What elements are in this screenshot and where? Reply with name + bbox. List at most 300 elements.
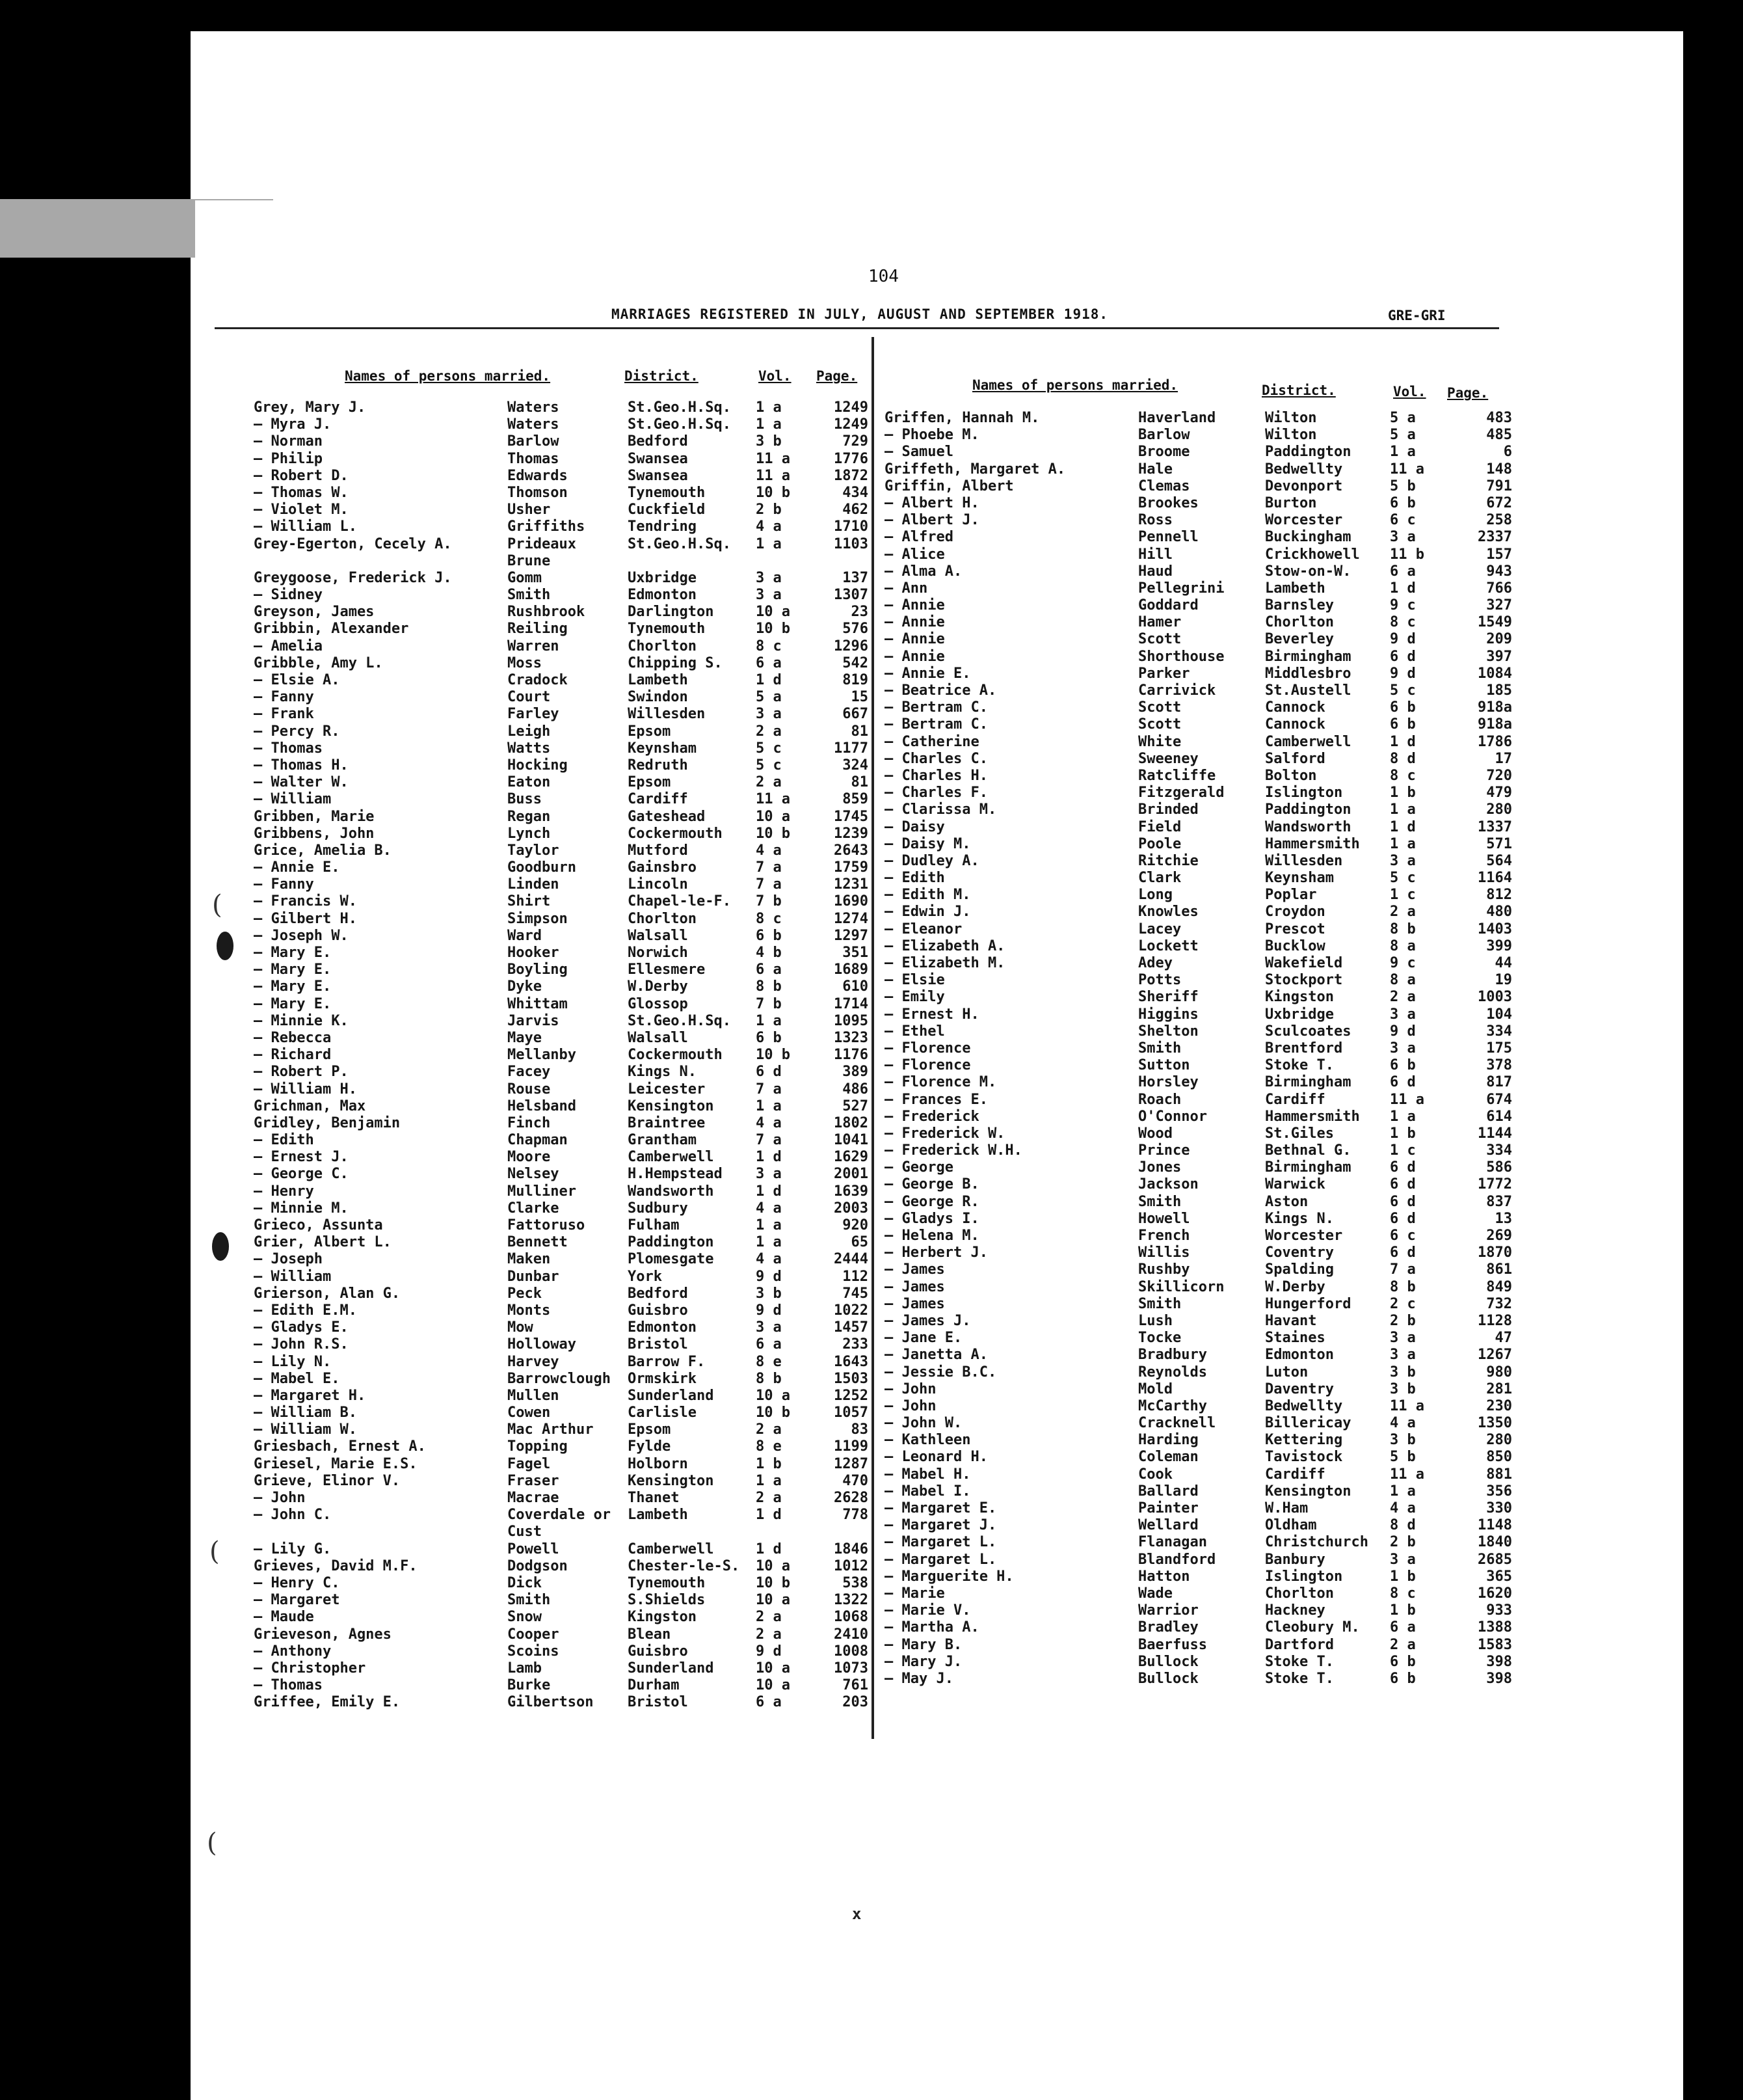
entry-vol: 3 b bbox=[756, 433, 782, 450]
entry-vol: 3 a bbox=[756, 706, 782, 723]
entry-vol: 1 b bbox=[1390, 785, 1416, 801]
entry-name: — Mary E. bbox=[254, 945, 332, 961]
entry-spouse: Smith bbox=[1138, 1193, 1182, 1210]
entry-name: — Norman bbox=[254, 433, 323, 450]
entry-vol: 10 b bbox=[756, 484, 790, 501]
entry-vol: 2 a bbox=[756, 1609, 782, 1626]
entry-name: — Francis W. bbox=[254, 893, 357, 910]
entry-spouse: Lacey bbox=[1138, 921, 1182, 937]
entry-page: 1776 bbox=[834, 450, 868, 467]
entry-row bbox=[878, 751, 1522, 768]
entry-spouse: Monts bbox=[507, 1302, 551, 1319]
entry-district: W.Ham bbox=[1265, 1500, 1309, 1516]
entry-spouse: Sheriff bbox=[1138, 989, 1199, 1006]
entry-vol: 5 a bbox=[756, 689, 782, 706]
entry-name: — Margaret E. bbox=[885, 1500, 997, 1516]
entry-name: — Mary E. bbox=[254, 978, 332, 995]
entry-row bbox=[195, 1166, 872, 1183]
entry-spouse: Lockett bbox=[1138, 937, 1199, 954]
entry-name: — Marie bbox=[885, 1585, 945, 1602]
entry-vol: 9 d bbox=[1390, 631, 1416, 648]
binding-mark: ( bbox=[212, 890, 222, 920]
entry-district: St.Geo.H.Sq. bbox=[628, 535, 731, 552]
entry-page: 881 bbox=[1486, 1466, 1512, 1483]
entry-vol: 8 e bbox=[756, 1438, 782, 1455]
entry-row bbox=[195, 1183, 872, 1200]
entry-row bbox=[195, 962, 872, 978]
entry-district: Christchurch bbox=[1265, 1534, 1368, 1551]
entry-page: 933 bbox=[1486, 1602, 1512, 1619]
entry-spouse: Ritchie bbox=[1138, 852, 1199, 869]
entry-spouse: Shelton bbox=[1138, 1023, 1199, 1040]
entry-row bbox=[878, 955, 1522, 972]
entry-spouse: Brune bbox=[507, 552, 551, 569]
entry-vol: 1 d bbox=[1390, 733, 1416, 750]
entry-district: Devonport bbox=[1265, 478, 1343, 494]
entry-page: 1710 bbox=[834, 518, 868, 535]
entry-row bbox=[195, 723, 872, 740]
entry-vol: 4 a bbox=[756, 1114, 782, 1131]
entry-spouse: Mellanby bbox=[507, 1047, 576, 1064]
entry-name: — Clarissa M. bbox=[885, 801, 997, 818]
entry-district: Tendring bbox=[628, 518, 697, 535]
entry-spouse: Dick bbox=[507, 1574, 542, 1591]
entry-page: 1231 bbox=[834, 876, 868, 893]
entry-district: Edmonton bbox=[628, 1319, 697, 1336]
entry-vol: 10 b bbox=[756, 621, 790, 638]
entry-name: — Charles C. bbox=[885, 750, 988, 767]
entry-district: H.Hempstead bbox=[628, 1166, 723, 1183]
entry-page: 586 bbox=[1486, 1159, 1512, 1176]
right-header-names: Names of persons married. bbox=[972, 377, 1178, 393]
entry-row bbox=[878, 1074, 1522, 1091]
entry-spouse: Whittam bbox=[507, 995, 568, 1012]
entry-vol: 2 b bbox=[1390, 1534, 1416, 1551]
entry-row bbox=[878, 1671, 1522, 1688]
entry-page: 1022 bbox=[834, 1302, 868, 1319]
entry-vol: 4 a bbox=[756, 1251, 782, 1268]
entry-row bbox=[878, 1228, 1522, 1245]
entry-name: — Margaret bbox=[254, 1592, 340, 1609]
entry-district: Bristol bbox=[628, 1336, 688, 1353]
entry-name: — Annie bbox=[885, 631, 945, 648]
entry-spouse: Linden bbox=[507, 876, 559, 893]
entry-page: 81 bbox=[851, 774, 868, 791]
entry-row bbox=[878, 1534, 1522, 1551]
entry-vol: 2 a bbox=[756, 723, 782, 740]
column-divider bbox=[872, 337, 874, 1739]
entry-district: Chester-le-S. bbox=[628, 1557, 740, 1574]
entry-district: Keynsham bbox=[628, 740, 697, 757]
entry-row bbox=[195, 1234, 872, 1251]
entry-row bbox=[195, 553, 872, 570]
entry-row bbox=[878, 1466, 1522, 1483]
entry-spouse: Scoins bbox=[507, 1643, 559, 1660]
entry-row bbox=[878, 427, 1522, 444]
entry-spouse: Sutton bbox=[1138, 1057, 1190, 1074]
entry-row bbox=[195, 893, 872, 910]
entry-page: 1177 bbox=[834, 740, 868, 757]
entry-spouse: Hamer bbox=[1138, 614, 1182, 631]
entry-row bbox=[195, 1200, 872, 1217]
entry-spouse: Edwards bbox=[507, 467, 568, 484]
entry-name: — George R. bbox=[885, 1193, 979, 1210]
entry-spouse: Helsband bbox=[507, 1097, 576, 1114]
entry-spouse: Buss bbox=[507, 791, 542, 808]
entry-row bbox=[878, 580, 1522, 597]
entry-district: Spalding bbox=[1265, 1261, 1334, 1278]
entry-name: — Emily bbox=[885, 989, 945, 1006]
entry-page: 1307 bbox=[834, 587, 868, 604]
entry-page: 1403 bbox=[1478, 921, 1512, 937]
entry-district: Wandsworth bbox=[1265, 818, 1351, 835]
entry-page: 334 bbox=[1486, 1023, 1512, 1040]
entry-page: 1802 bbox=[834, 1114, 868, 1131]
entry-vol: 6 a bbox=[756, 1336, 782, 1353]
entry-spouse: Harding bbox=[1138, 1432, 1199, 1449]
entry-district: Keynsham bbox=[1265, 870, 1334, 887]
entry-page: 209 bbox=[1486, 631, 1512, 648]
entry-row bbox=[195, 1302, 872, 1319]
left-entries-column bbox=[195, 399, 872, 1711]
entry-row bbox=[878, 1261, 1522, 1278]
entry-row bbox=[195, 1473, 872, 1490]
entry-spouse: Smith bbox=[1138, 1040, 1182, 1057]
entry-district: Birmingham bbox=[1265, 1074, 1351, 1091]
entry-page: 1323 bbox=[834, 1029, 868, 1046]
entry-name: — Frederick W. bbox=[885, 1125, 1005, 1142]
entry-vol: 6 d bbox=[1390, 1159, 1416, 1176]
entry-name: Greyson, James bbox=[254, 604, 375, 621]
entry-district: Islington bbox=[1265, 785, 1343, 801]
entry-name: — Jessie B.C. bbox=[885, 1364, 997, 1380]
entry-name: — Henry C. bbox=[254, 1574, 340, 1591]
entry-page: 1870 bbox=[1478, 1245, 1512, 1261]
entry-spouse: White bbox=[1138, 733, 1182, 750]
entry-row bbox=[878, 1040, 1522, 1057]
entry-name: — William W. bbox=[254, 1421, 357, 1438]
entry-district: Swansea bbox=[628, 467, 688, 484]
entry-spouse: Long bbox=[1138, 887, 1173, 904]
entry-row bbox=[195, 468, 872, 485]
entry-name: — Florence M. bbox=[885, 1074, 997, 1091]
entry-name: — Mary J. bbox=[885, 1653, 963, 1670]
entry-spouse: Potts bbox=[1138, 972, 1182, 989]
entry-row bbox=[195, 1319, 872, 1336]
entry-spouse: Chapman bbox=[507, 1132, 568, 1149]
entry-name: Grey-Egerton, Cecely A. bbox=[254, 535, 452, 552]
entry-row bbox=[878, 1619, 1522, 1636]
entry-district: Paddington bbox=[628, 1234, 714, 1251]
entry-spouse: Reiling bbox=[507, 621, 568, 638]
entry-page: 1003 bbox=[1478, 989, 1512, 1006]
entry-district: Wilton bbox=[1265, 427, 1317, 444]
entry-row bbox=[195, 1694, 872, 1711]
entry-district: Banbury bbox=[1265, 1551, 1325, 1568]
entry-spouse: Bennett bbox=[507, 1234, 568, 1251]
entry-row bbox=[878, 972, 1522, 989]
entry-page: 486 bbox=[842, 1081, 868, 1097]
entry-district: Kings N. bbox=[628, 1064, 697, 1081]
entry-vol: 2 c bbox=[1390, 1295, 1416, 1312]
entry-name: — Mabel I. bbox=[885, 1483, 971, 1500]
entry-row bbox=[878, 1279, 1522, 1296]
entry-vol: 3 a bbox=[1390, 1347, 1416, 1364]
entry-district: Chorlton bbox=[628, 910, 697, 927]
entry-page: 918a bbox=[1478, 716, 1512, 733]
entry-name: Griffin, Albert bbox=[885, 478, 1014, 494]
entry-name: — Edith M. bbox=[885, 887, 971, 904]
entry-name: — Margaret J. bbox=[885, 1517, 997, 1534]
entry-page: 462 bbox=[842, 502, 868, 518]
entry-row bbox=[878, 444, 1522, 461]
entry-spouse: Smith bbox=[1138, 1295, 1182, 1312]
entry-district: Hungerford bbox=[1265, 1295, 1351, 1312]
page-title: MARRIAGES REGISTERED IN JULY, AUGUST AND SEPTEMBER 1918. bbox=[611, 306, 1109, 322]
entry-row bbox=[878, 699, 1522, 716]
entry-row bbox=[195, 1286, 872, 1302]
entry-district: Chipping S. bbox=[628, 654, 723, 671]
entry-page: 527 bbox=[842, 1097, 868, 1114]
entry-row bbox=[878, 1415, 1522, 1432]
entry-vol: 9 d bbox=[756, 1268, 782, 1285]
entry-row bbox=[195, 1558, 872, 1575]
entry-row bbox=[195, 1421, 872, 1438]
entry-spouse: Simpson bbox=[507, 910, 568, 927]
entry-name: Grieveson, Agnes bbox=[254, 1626, 392, 1643]
entry-vol: 1 b bbox=[1390, 1568, 1416, 1585]
entry-page: 1073 bbox=[834, 1660, 868, 1676]
entry-vol: 4 b bbox=[756, 945, 782, 961]
entry-row bbox=[878, 1159, 1522, 1176]
entry-district: Thanet bbox=[628, 1490, 680, 1506]
entry-vol: 4 a bbox=[756, 1200, 782, 1217]
entry-spouse: Jackson bbox=[1138, 1176, 1199, 1193]
entry-page: 6 bbox=[1503, 444, 1512, 461]
entry-name: — William B. bbox=[254, 1405, 357, 1421]
entry-name: — Margaret L. bbox=[885, 1551, 997, 1568]
entry-row bbox=[878, 1006, 1522, 1023]
right-entries-column bbox=[878, 410, 1522, 1688]
entry-district: Kensington bbox=[628, 1472, 714, 1489]
entry-name: — Frances E. bbox=[885, 1091, 988, 1108]
entry-page: 1322 bbox=[834, 1592, 868, 1609]
entry-district: Wilton bbox=[1265, 410, 1317, 426]
entry-vol: 2 a bbox=[1390, 904, 1416, 921]
entry-vol: 1 c bbox=[1390, 887, 1416, 904]
entry-vol: 9 d bbox=[756, 1302, 782, 1319]
entry-spouse: French bbox=[1138, 1228, 1190, 1244]
entry-page: 1714 bbox=[834, 995, 868, 1012]
entry-spouse: Hill bbox=[1138, 546, 1173, 563]
entry-district: Islington bbox=[1265, 1568, 1343, 1585]
entry-district: Billericay bbox=[1265, 1415, 1351, 1432]
entry-vol: 2 a bbox=[1390, 1636, 1416, 1653]
entry-spouse: Haverland bbox=[1138, 410, 1216, 426]
entry-spouse: Thomas bbox=[507, 450, 559, 467]
entry-page: 399 bbox=[1486, 937, 1512, 954]
entry-name: — Florence bbox=[885, 1057, 971, 1074]
entry-vol: 6 d bbox=[1390, 1176, 1416, 1193]
entry-district: Bolton bbox=[1265, 767, 1317, 784]
entry-page: 203 bbox=[842, 1694, 868, 1711]
entry-row bbox=[195, 1677, 872, 1694]
entry-page: 1350 bbox=[1478, 1415, 1512, 1432]
entry-row bbox=[878, 989, 1522, 1006]
entry-spouse: Boyling bbox=[507, 962, 568, 978]
entry-row bbox=[878, 1245, 1522, 1261]
entry-page: 943 bbox=[1486, 563, 1512, 580]
entry-district: Durham bbox=[628, 1677, 680, 1694]
entry-spouse: Mulliner bbox=[507, 1183, 576, 1200]
entry-spouse: Finch bbox=[507, 1114, 551, 1131]
entry-spouse: Burke bbox=[507, 1677, 551, 1694]
entry-name: — Bertram C. bbox=[885, 699, 988, 716]
entry-spouse: Thomson bbox=[507, 484, 568, 501]
entry-row bbox=[878, 1109, 1522, 1125]
entry-row bbox=[878, 478, 1522, 495]
entry-page: 2337 bbox=[1478, 529, 1512, 546]
entry-district: Cardiff bbox=[628, 791, 688, 808]
entry-name: — Robert P. bbox=[254, 1064, 349, 1081]
entry-vol: 7 a bbox=[756, 876, 782, 893]
entry-name: — Philip bbox=[254, 450, 323, 467]
entry-vol: 7 a bbox=[756, 1081, 782, 1097]
entry-spouse: Cracknell bbox=[1138, 1415, 1216, 1432]
entry-name: Griffeth, Margaret A. bbox=[885, 461, 1066, 478]
title-rule bbox=[215, 327, 1499, 329]
entry-spouse: Smith bbox=[507, 587, 551, 604]
entry-name: — Mary B. bbox=[885, 1636, 963, 1653]
entry-spouse: Prince bbox=[1138, 1142, 1190, 1159]
entry-district: Stoke T. bbox=[1265, 1653, 1334, 1670]
entry-spouse: Cook bbox=[1138, 1466, 1173, 1483]
entry-row bbox=[878, 631, 1522, 648]
entry-page: 334 bbox=[1486, 1142, 1512, 1159]
entry-vol: 6 b bbox=[1390, 1653, 1416, 1670]
entry-district: Sunderland bbox=[628, 1387, 714, 1404]
entry-district: Gateshead bbox=[628, 808, 706, 825]
entry-row bbox=[195, 672, 872, 689]
entry-spouse: Skillicorn bbox=[1138, 1278, 1225, 1295]
entry-row bbox=[195, 1660, 872, 1677]
entry-vol: 8 b bbox=[1390, 921, 1416, 937]
entry-row bbox=[195, 485, 872, 502]
entry-spouse: Painter bbox=[1138, 1500, 1199, 1516]
entry-spouse: Flanagan bbox=[1138, 1534, 1207, 1551]
entry-vol: 4 a bbox=[1390, 1500, 1416, 1516]
entry-district: Luton bbox=[1265, 1364, 1309, 1380]
entry-vol: 10 a bbox=[756, 1660, 790, 1676]
entry-row bbox=[195, 1098, 872, 1115]
entry-page: 65 bbox=[851, 1234, 868, 1251]
entry-row bbox=[195, 1643, 872, 1660]
entry-spouse: Rushby bbox=[1138, 1261, 1190, 1278]
entry-spouse: Roach bbox=[1138, 1091, 1182, 1108]
entry-vol: 10 a bbox=[756, 1557, 790, 1574]
entry-district: Wandsworth bbox=[628, 1183, 714, 1200]
entry-row bbox=[878, 1347, 1522, 1364]
entry-name: — Gladys I. bbox=[885, 1210, 979, 1227]
entry-page: 2001 bbox=[834, 1166, 868, 1183]
entry-district: Fulham bbox=[628, 1217, 680, 1233]
entry-vol: 3 a bbox=[1390, 1040, 1416, 1057]
entry-district: Edmonton bbox=[1265, 1347, 1334, 1364]
entry-spouse: Lamb bbox=[507, 1660, 542, 1676]
entry-name: — Eleanor bbox=[885, 921, 963, 937]
entry-vol: 6 d bbox=[756, 1064, 782, 1081]
entry-vol: 1 d bbox=[756, 1541, 782, 1557]
entry-vol: 3 a bbox=[756, 587, 782, 604]
entry-page: 1008 bbox=[834, 1643, 868, 1660]
entry-spouse: Rushbrook bbox=[507, 604, 585, 621]
entry-vol: 8 a bbox=[1390, 972, 1416, 989]
entry-vol: 1 b bbox=[1390, 1602, 1416, 1619]
entry-district: Wakefield bbox=[1265, 955, 1343, 971]
entry-district: Norwich bbox=[628, 945, 688, 961]
entry-page: 112 bbox=[842, 1268, 868, 1285]
entry-page: 324 bbox=[842, 757, 868, 774]
entry-page: 610 bbox=[842, 978, 868, 995]
entry-district: Holborn bbox=[628, 1455, 688, 1472]
entry-district: Beverley bbox=[1265, 631, 1334, 648]
entry-district: W.Derby bbox=[628, 978, 688, 995]
entry-district: Lambeth bbox=[1265, 580, 1325, 597]
entry-spouse: Mold bbox=[1138, 1380, 1173, 1397]
entry-name: — Fanny bbox=[254, 689, 314, 706]
entry-name: — Margaret H. bbox=[254, 1387, 366, 1404]
entry-vol: 1 a bbox=[1390, 444, 1416, 461]
entry-district: Chorlton bbox=[1265, 1585, 1334, 1602]
entry-page: 1148 bbox=[1478, 1517, 1512, 1534]
entry-page: 351 bbox=[842, 945, 868, 961]
entry-spouse: Knowles bbox=[1138, 904, 1199, 921]
entry-district: Stow-on-W. bbox=[1265, 563, 1351, 580]
entry-vol: 1 c bbox=[1390, 1142, 1416, 1159]
entry-vol: 7 a bbox=[756, 859, 782, 876]
entry-vol: 6 c bbox=[1390, 1228, 1416, 1244]
entry-row bbox=[195, 416, 872, 433]
entry-district: Aston bbox=[1265, 1193, 1309, 1210]
entry-page: 1846 bbox=[834, 1541, 868, 1557]
entry-spouse: Cooper bbox=[507, 1626, 559, 1643]
entry-vol: 5 c bbox=[1390, 870, 1416, 887]
entry-vol: 1 b bbox=[1390, 1125, 1416, 1142]
entry-vol: 1 d bbox=[756, 1149, 782, 1166]
entry-spouse: Usher bbox=[507, 502, 551, 518]
entry-spouse: Goodburn bbox=[507, 859, 576, 876]
entry-district: Plomesgate bbox=[628, 1251, 714, 1268]
entry-name: — Herbert J. bbox=[885, 1245, 988, 1261]
entry-page: 861 bbox=[1486, 1261, 1512, 1278]
entry-spouse: Scott bbox=[1138, 699, 1182, 716]
entry-page: 859 bbox=[842, 791, 868, 808]
entry-row bbox=[195, 1336, 872, 1353]
entry-row bbox=[878, 1398, 1522, 1415]
entry-district: Daventry bbox=[1265, 1380, 1334, 1397]
entry-row bbox=[878, 614, 1522, 631]
entry-vol: 11 a bbox=[1390, 1091, 1424, 1108]
entry-spouse: Bullock bbox=[1138, 1653, 1199, 1670]
entry-page: 1249 bbox=[834, 399, 868, 416]
entry-spouse: Prideaux bbox=[507, 535, 576, 552]
entry-name: Grieves, David M.F. bbox=[254, 1557, 418, 1574]
entry-row bbox=[195, 945, 872, 962]
entry-row bbox=[878, 921, 1522, 938]
entry-page: 2643 bbox=[834, 842, 868, 859]
entry-name: — Lily G. bbox=[254, 1541, 332, 1557]
entry-row bbox=[878, 666, 1522, 682]
